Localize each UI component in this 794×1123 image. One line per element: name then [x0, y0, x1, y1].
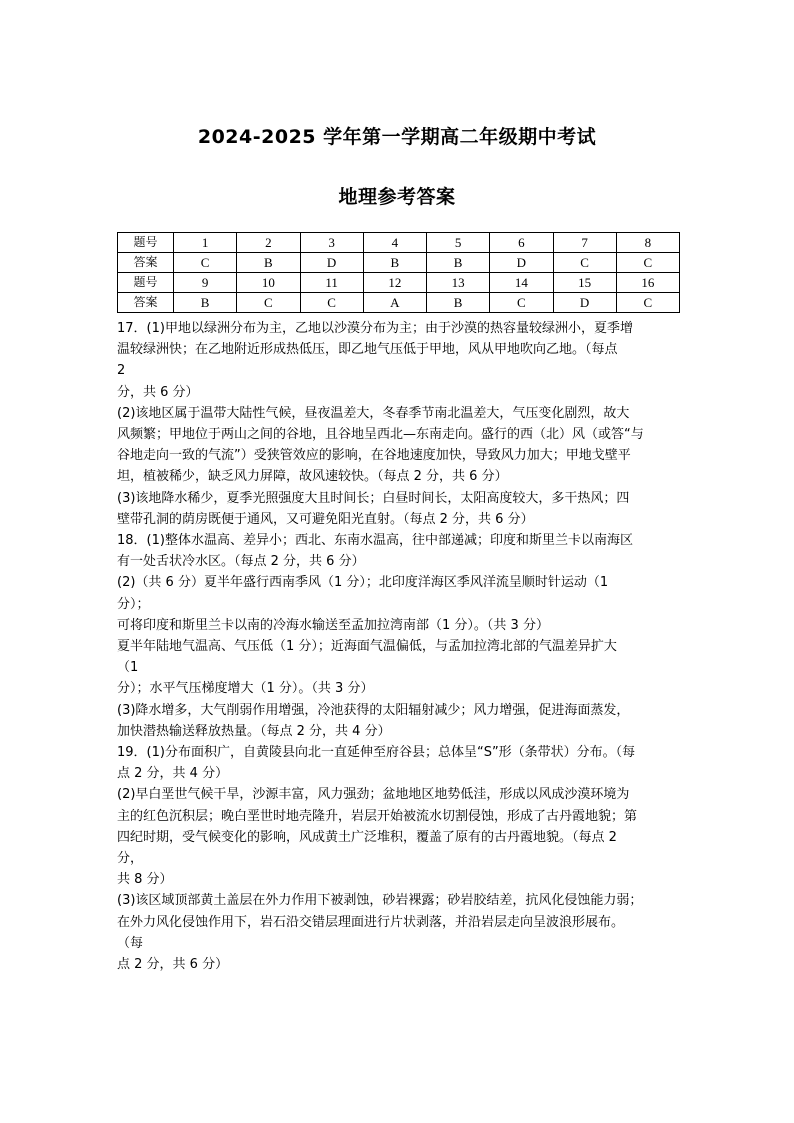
text-line: 夏半年陆地气温高、气压低（1 分）；近海面气温偏低，与孟加拉湾北部的气温差异扩大	[117, 639, 617, 655]
text-line: 2	[117, 363, 126, 379]
question-number-cell: 5	[427, 233, 490, 253]
answer-row	[118, 253, 680, 273]
text-line: 17．(1)甲地以绿洲分布为主，乙地以沙漠分布为主；由于沙漠的热容量较绿洲小，夏季增	[117, 321, 633, 336]
text-line: 四纪时期，受气候变化的影响，风成黄土广泛堆积，覆盖了原有的古丹霞地貌。（每点 2	[117, 829, 617, 845]
answer-table	[117, 232, 680, 313]
answer-cell: D	[553, 293, 616, 313]
text-line: 谷地走向一致的气流”）受狭管效应的影响，在谷地速度加快，导致风力加大；甲地戈壁平	[117, 448, 631, 464]
answer-cell: C	[300, 293, 363, 313]
text-line: 加快潜热输送释放热量。（每点 2 分，共 4 分）	[117, 723, 391, 739]
text-line: 在外力风化侵蚀作用下，岩石沿交错层理面进行片状剥落，并沿岩层走向呈波浪形展布。	[117, 914, 625, 930]
text-line: 主的红色沉积层；晚白垩世时地壳隆升，岩层开始被流水切割侵蚀，形成了古丹霞地貌；第	[117, 808, 638, 824]
text-line: 温较绿洲快；在乙地附近形成热低压，即乙地气压低于甲地，风从甲地吹向乙地。（每点	[117, 342, 618, 358]
answer-cell: B	[427, 253, 490, 273]
answer-cell: A	[363, 293, 426, 313]
answer-key-title: 地理参考答案	[338, 186, 456, 208]
question-number-cell: 2	[237, 233, 300, 253]
question-number-cell: 15	[553, 273, 616, 293]
text-line: 分）；水平气压梯度增大（1 分）。（共 3 分）	[117, 681, 374, 697]
answer-explanations	[117, 318, 683, 975]
exam-title: 2024-2025 学年第一学期高二年级期中考试	[197, 126, 597, 148]
text-line: (3)该区域顶部黄土盖层在外力作用下被剥蚀，砂岩裸露；砂岩胶结差，抗风化侵蚀能力弱；	[117, 893, 643, 909]
answer-cell: B	[427, 293, 490, 313]
question-number-cell: 8	[616, 233, 679, 253]
row-header-cell: 答案	[118, 253, 174, 273]
question-number-cell: 14	[490, 273, 553, 293]
answer-cell: B	[174, 293, 237, 313]
question-number-cell: 4	[363, 233, 426, 253]
question-number-cell: 1	[174, 233, 237, 253]
text-line: 有一处舌状冷水区。（每点 2 分，共 6 分）	[117, 554, 365, 570]
question-number-cell: 9	[174, 273, 237, 293]
text-line: （1	[117, 660, 139, 676]
question-number-cell: 11	[300, 273, 363, 293]
text-line: 点 2 分，共 4 分）	[117, 766, 229, 782]
text-line: 点 2 分，共 6 分）	[117, 957, 229, 973]
answer-cell: C	[490, 293, 553, 313]
question-number-row	[118, 233, 680, 253]
text-line: (2)早白垩世气候干旱，沙源丰富，风力强劲；盆地地区地势低洼，形成以风成沙漠环境为	[117, 787, 630, 803]
text-line: 18．(1)整体水温高、差异小；西北、东南水温高，往中部递减；印度和斯里兰卡以南海区	[117, 533, 633, 549]
answer-cell: C	[616, 253, 679, 273]
text-line: （每	[117, 935, 144, 951]
question-number-cell: 13	[427, 273, 490, 293]
question-number-cell: 16	[616, 273, 679, 293]
question-number-cell: 3	[300, 233, 363, 253]
answer-row	[118, 293, 680, 313]
question-number-row	[118, 273, 680, 293]
answer-cell: C	[616, 293, 679, 313]
text-line: 分，共 6 分）	[117, 384, 199, 400]
row-header-cell: 题号	[118, 273, 174, 293]
text-line: 坦，植被稀少，缺乏风力屏障，故风速较快。（每点 2 分，共 6 分）	[117, 469, 508, 485]
text-line: (2)（共 6 分）夏半年盛行西南季风（1 分）；北印度洋海区季风洋流呈顺时针运动（1	[117, 575, 609, 591]
answer-cell: C	[553, 253, 616, 273]
text-line: 壁带孔洞的荫房既便于通风，又可避免阳光直射。（每点 2 分，共 6 分）	[117, 511, 534, 527]
answer-cell: C	[174, 253, 237, 273]
answer-cell: D	[490, 253, 553, 273]
question-number-cell: 6	[490, 233, 553, 253]
text-line: 风频繁；甲地位于两山之间的谷地，且谷地呈西北—东南走向。盛行的西（北）风（或答“与	[117, 427, 644, 443]
answer-cell: C	[237, 293, 300, 313]
text-line: 分）；	[117, 596, 150, 612]
text-line: (3)该地降水稀少，夏季光照强度大且时间长；白昼时间长，太阳高度较大，多干热风；四	[117, 490, 630, 506]
question-number-cell: 12	[363, 273, 426, 293]
text-line: 可将印度和斯里兰卡以南的冷海水输送至孟加拉湾南部（1 分）。（共 3 分）	[117, 617, 549, 633]
text-line: (3)降水增多，大气削弱作用增强，冷池获得的太阳辐射减少；风力增强，促进海面蒸发，	[117, 702, 630, 718]
text-line: 19．(1)分布面积广，自黄陵县向北一直延伸至府谷县；总体呈“S”形（条带状）分布。（每	[117, 745, 636, 761]
text-line: (2)该地区属于温带大陆性气候，昼夜温差大，冬春季节南北温差大，气压变化剧烈，故大	[117, 405, 630, 421]
question-number-cell: 7	[553, 233, 616, 253]
row-header-cell: 答案	[118, 293, 174, 313]
answer-cell: B	[363, 253, 426, 273]
question-number-cell: 10	[237, 273, 300, 293]
row-header-cell: 题号	[118, 233, 174, 253]
text-line: 分，	[117, 851, 144, 867]
answer-cell: D	[300, 253, 363, 273]
answer-cell: B	[237, 253, 300, 273]
text-line: 共 8 分）	[117, 872, 173, 888]
